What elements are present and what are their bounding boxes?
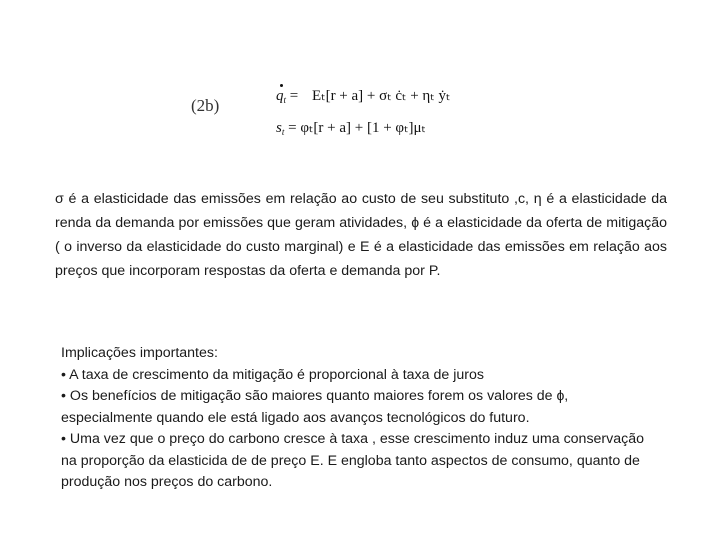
eq1-lhs: $q_t$ bbox=[276, 88, 287, 105]
equation-line-2 bbox=[276, 118, 426, 137]
implications-heading: Implicações importantes: bbox=[61, 345, 218, 361]
definitions-paragraph: σ é a elasticidade das emissões em relação ao custo de seu substituto ,c, η é a elasticidade da renda da demanda por emissões que geram atividades, ɸ é a elasticidade da oferta de mitigação ( o inverso da elasticidade do custo marginal) e E é a elasticidade das emissões em relação aos preços que incorporam respostas da oferta e demanda por P. bbox=[55, 191, 667, 279]
implication-item-2: • Os benefícios de mitigação são maiores quanto maiores forem os valores de ɸ, especialmente quando ele está ligado aos avanços tecnológicos do futuro. bbox=[61, 388, 569, 426]
eq2-rhs: φₜ[r + a] + [1 + φₜ]μₜ bbox=[300, 120, 426, 136]
equation-line-1 bbox=[276, 86, 450, 105]
eq2-equals: = bbox=[288, 120, 297, 136]
implication-item-3: • Uma vez que o preço do carbono cresce à taxa , esse crescimento induz uma conservação na proporção da elasticida de de preço E. E engloba tanto aspectos de consumo, quanto de produção nos preços do carbono. bbox=[61, 431, 645, 490]
implication-item-1: • A taxa de crescimento da mitigação é proporcional à taxa de juros bbox=[61, 366, 484, 383]
implications-block bbox=[61, 343, 661, 494]
eq1-equals: = bbox=[289, 88, 299, 104]
equation-number: (2b) bbox=[191, 96, 220, 115]
eq2-lhs: $s_t$ bbox=[276, 120, 285, 137]
equation-image bbox=[276, 82, 476, 142]
eq1-rhs: Eₜ[r + a] + σₜ ċₜ + ηₜ ẏₜ bbox=[311, 88, 451, 104]
